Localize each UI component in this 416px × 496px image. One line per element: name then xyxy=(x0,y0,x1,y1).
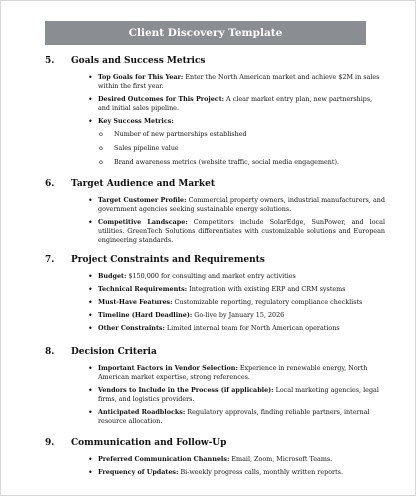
bullet-icon: • xyxy=(88,73,93,82)
section-decision-criteria xyxy=(45,346,385,430)
bullet-icon: • xyxy=(88,455,93,464)
bullet-icon: • xyxy=(88,218,93,227)
list-item: • Competitive Landscape: Competitors include SolarEdge, SunPower, and local utilities. GreenTech Solutions differentiates with customizable solutions and European engineering standards. xyxy=(88,218,385,244)
bullet-icon: • xyxy=(88,298,93,307)
list-item: • Key Success Metrics: xyxy=(88,117,174,126)
bullet-icon: • xyxy=(88,468,93,477)
sub-list-item: o Sales pipeline value xyxy=(99,144,179,152)
bullet-icon: • xyxy=(88,95,93,104)
bullet-icon: • xyxy=(88,272,93,281)
list-item: • Preferred Communication Channels: Email, Zoom, Microsoft Teams. xyxy=(88,455,333,464)
list-item: • Must-Have Features: Customizable reporting, regulatory compliance checklists xyxy=(88,298,363,307)
section-title: Goals and Success Metrics xyxy=(71,56,206,66)
section-title: Communication and Follow-Up xyxy=(71,438,227,448)
section-goals xyxy=(45,55,385,172)
section-number: 7. xyxy=(45,255,55,265)
list-item: • Desired Outcomes for This Project: A clear market entry plan, new partnerships, and initial sales pipeline. xyxy=(88,95,373,112)
section-title: Target Audience and Market xyxy=(71,179,216,189)
section-number: 9. xyxy=(45,438,55,448)
circle-bullet-icon: o xyxy=(99,130,103,138)
list-item: • Important Factors in Vendor Selection: Experience in renewable energy, North American market expertise, strong references. xyxy=(88,364,368,381)
sub-list-item: o Brand awareness metrics (website traffic, social media engagement). xyxy=(99,158,339,166)
section-heading xyxy=(45,55,385,67)
list-item: • Target Customer Profile: Commercial property owners, industrial manufacturers, and government agencies seeking sustainable energy solutions. xyxy=(88,196,385,213)
document-title: Client Discovery Template xyxy=(45,21,366,45)
bullet-icon: • xyxy=(88,386,93,395)
sub-list-item: o Number of new partnerships established xyxy=(99,130,247,138)
section-heading xyxy=(45,437,385,449)
list-item: • Frequency of Updates: Bi-weekly progress calls, monthly written reports. xyxy=(88,468,343,477)
section-constraints xyxy=(45,254,385,337)
section-number: 8. xyxy=(45,347,55,357)
list-item: • Technical Requirements: Integration with existing ERP and CRM systems xyxy=(88,285,346,294)
circle-bullet-icon: o xyxy=(99,144,103,152)
bullet-icon: • xyxy=(88,196,93,205)
section-heading xyxy=(45,178,385,190)
section-number: 5. xyxy=(45,56,55,66)
section-heading xyxy=(45,346,385,358)
bullet-icon: • xyxy=(88,408,93,417)
bullet-icon: • xyxy=(88,285,93,294)
list-item: • Budget: $150,000 for consulting and market entry activities xyxy=(88,272,296,281)
section-heading xyxy=(45,254,385,266)
list-item: • Top Goals for This Year: Enter the North American market and achieve $2M in sales within the first year. xyxy=(88,73,380,90)
section-title: Decision Criteria xyxy=(71,347,157,357)
section-title: Project Constraints and Requirements xyxy=(71,255,265,265)
list-item: • Anticipated Roadblocks: Regulatory approvals, finding reliable partners, internal resource allocation. xyxy=(88,408,370,425)
bullet-icon: • xyxy=(88,311,93,320)
section-target-audience xyxy=(45,178,385,249)
list-item: • Timeline (Hard Deadline): Go-live by January 15, 2026 xyxy=(88,311,285,320)
list-item: • Other Constraints: Limited internal team for North American operations xyxy=(88,324,340,333)
circle-bullet-icon: o xyxy=(99,158,103,166)
list-item: • Vendors to Include in the Process (if applicable): Local marketing agencies, legal firms, and logistics providers. xyxy=(88,386,379,403)
bullet-icon: • xyxy=(88,324,93,333)
bullet-icon: • xyxy=(88,117,93,126)
section-number: 6. xyxy=(45,179,55,189)
bullet-icon: • xyxy=(88,364,93,373)
section-communication xyxy=(45,437,385,481)
